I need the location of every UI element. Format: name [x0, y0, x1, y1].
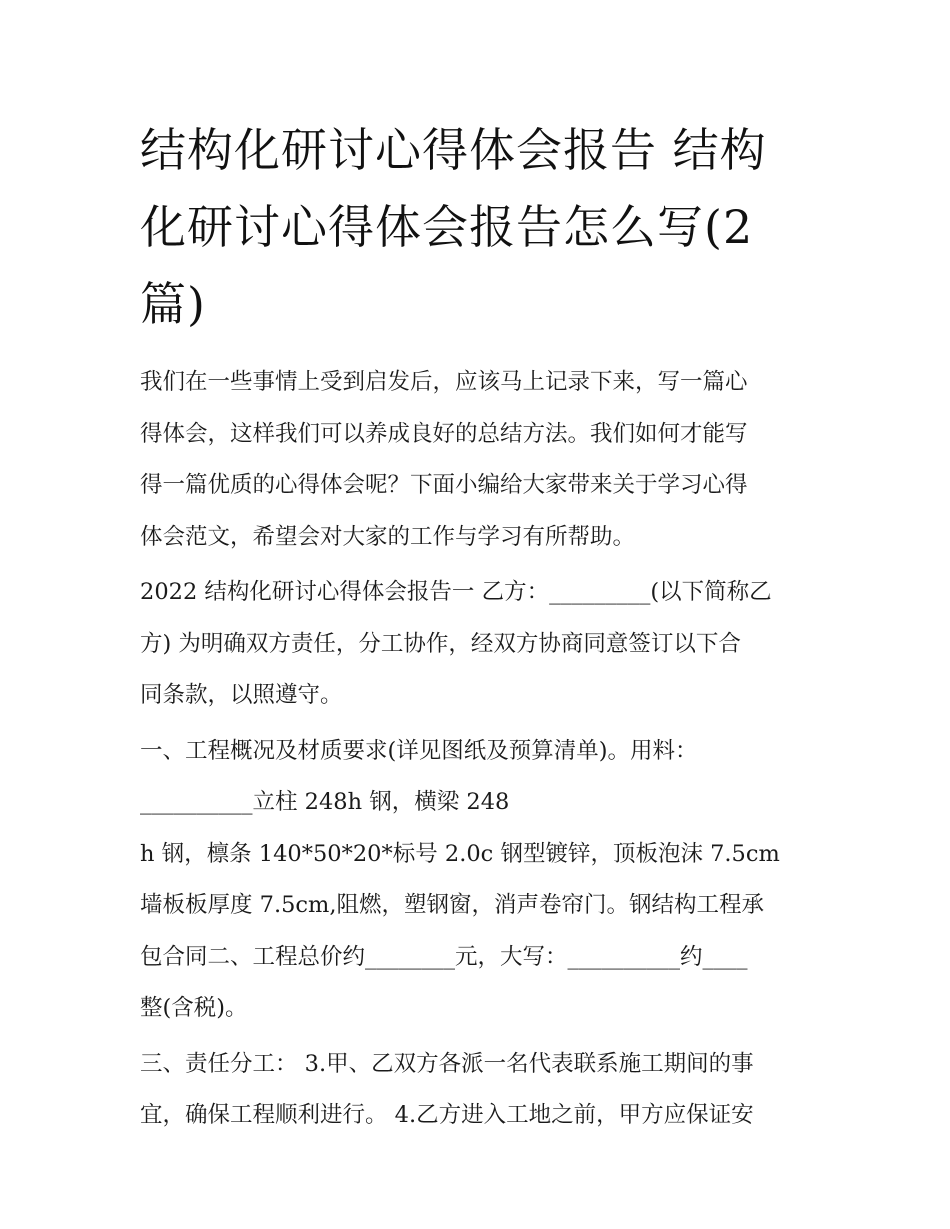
- text-line: 得一篇优质的心得体会呢？下面小编给大家带来关于学习心得: [140, 472, 748, 498]
- text-line: 墙板板厚度 7.5cm,阻燃，塑钢窗，消声卷帘门。钢结构工程承: [140, 892, 765, 918]
- title-line: 化研讨心得体会报告怎么写(2: [140, 200, 754, 254]
- text-line: 同条款，以照遵守。: [140, 682, 343, 708]
- intro-paragraph: [140, 357, 812, 563]
- document-page: [140, 112, 812, 1146]
- text-line: 2022 结构化研讨心得体会报告一 乙方：_________(以下简称乙: [140, 579, 772, 605]
- document-title: [140, 112, 812, 343]
- project-overview-paragraph: [140, 726, 812, 1035]
- text-line: 得体会，这样我们可以养成良好的总结方法。我们如何才能写: [140, 420, 748, 447]
- text-line: h 钢，檩条 140*50*20*标号 2.0c 钢型镀锌，顶板泡沫 7.5cm: [140, 840, 780, 867]
- responsibility-paragraph: [140, 1039, 812, 1142]
- text-line: 宜，确保工程顺利进行。 4.乙方进入工地之前，甲方应保证安: [140, 1102, 754, 1128]
- title-line: 篇): [140, 277, 206, 331]
- text-line: 整(含税)。: [140, 995, 248, 1021]
- text-line: 我们在一些事情上受到启发后，应该马上记录下来，写一篇心: [140, 369, 748, 395]
- contract-intro-paragraph: [140, 567, 812, 722]
- text-line: __________立柱 248h 钢，横梁 248: [140, 789, 510, 815]
- text-line: 包合同二、工程总价约________元，大写：__________约____: [140, 943, 748, 970]
- text-line: 一、工程概况及材质要求(详见图纸及预算清单)。用料：: [140, 737, 698, 764]
- title-line: 结构化研讨心得体会报告 结构: [140, 123, 767, 177]
- text-line: 三、责任分工： 3.甲、乙双方各派一名代表联系施工期间的事: [140, 1050, 754, 1077]
- text-line: 体会范文，希望会对大家的工作与学习有所帮助。: [140, 523, 636, 550]
- text-line: 方) 为明确双方责任，分工协作，经双方协商同意签订以下合: [140, 630, 741, 657]
